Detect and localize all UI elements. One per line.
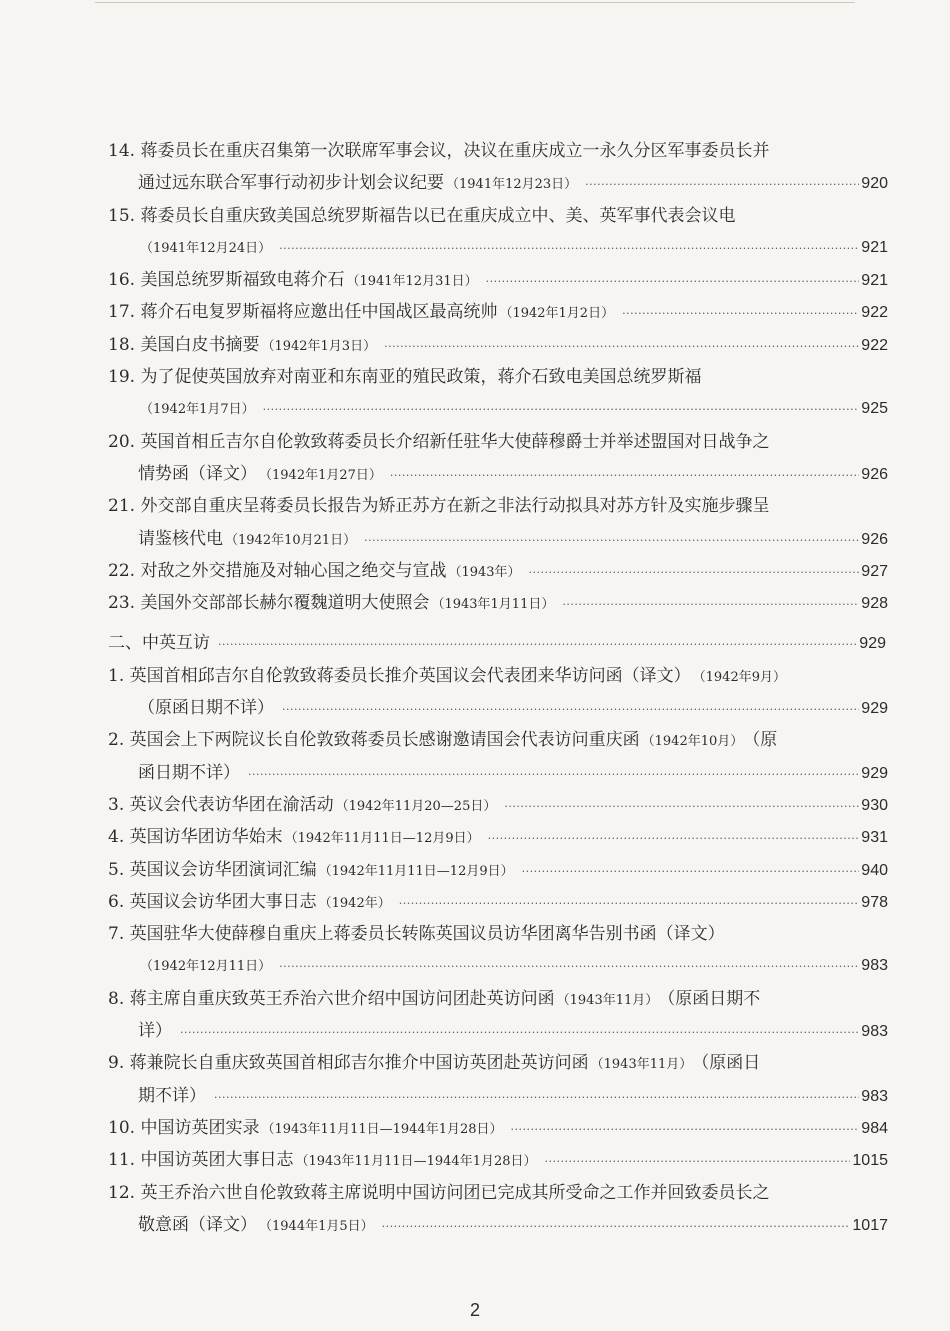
entry-line (108, 1047, 888, 1079)
toc-entry[interactable] (108, 789, 888, 821)
entry-line-continued (108, 1080, 888, 1112)
entry-title: 8. 蒋主席自重庆致英王乔治六世介绍中国访问团赴英访问函 (108, 988, 555, 1009)
entry-line (108, 789, 888, 821)
toc-entry[interactable] (108, 1177, 888, 1242)
leader-dots (504, 791, 859, 821)
entry-line (108, 490, 888, 522)
entry-date: （1943年） (448, 564, 521, 580)
entry-page: 928 (861, 595, 888, 613)
entry-page: 930 (861, 796, 888, 814)
entry-date: （1944年1月5日） (259, 1218, 374, 1234)
entry-line-continued (108, 757, 888, 789)
entry-page: 931 (861, 829, 888, 847)
entry-page: 926 (861, 530, 888, 548)
toc-entry[interactable] (108, 329, 888, 361)
entry-line (108, 660, 888, 692)
leader-dots (486, 266, 860, 296)
entry-title: 3. 英议会代表访华团在渝活动 (108, 794, 334, 815)
entry-line-continued (108, 950, 888, 982)
entry-page: 920 (861, 175, 888, 193)
section-line (108, 627, 888, 659)
entry-line (108, 361, 888, 393)
leader-dots (279, 233, 859, 264)
entry-page: 926 (861, 465, 888, 483)
leader-dots (390, 460, 859, 490)
leader-dots (488, 823, 860, 853)
entry-line (108, 983, 888, 1015)
toc-entry[interactable] (108, 490, 888, 555)
leader-dots (248, 759, 859, 789)
leader-dots (545, 1146, 851, 1176)
entry-date: （1943年11月11日—1944年1月28日） (295, 1154, 537, 1170)
entry-title: 20. 英国首相丘吉尔自伦敦致蒋委员长介绍新任驻华大使薛穆爵士并举述盟国对日战争之 (108, 431, 770, 452)
entry-date: （1942年） (318, 895, 391, 911)
toc-entry[interactable] (108, 1112, 888, 1144)
leader-dots (562, 589, 859, 619)
entry-page: 929 (861, 764, 888, 782)
entry-date: （1942年1月7日） (140, 402, 255, 418)
entry-line-continued (108, 167, 888, 199)
entry-page: 1015 (852, 1152, 888, 1170)
entry-line-continued (108, 232, 888, 264)
entry-line (108, 426, 888, 458)
leader-dots (282, 694, 859, 724)
entry-line (108, 1112, 888, 1144)
entry-title-continued: 通过远东联合军事行动初步计划会议纪要 (138, 173, 444, 194)
entry-line-continued (108, 458, 888, 490)
toc-entry[interactable] (108, 361, 888, 426)
entry-date: （1941年12月23日） (446, 177, 578, 193)
toc-entry[interactable] (108, 426, 888, 491)
leader-dots (622, 298, 859, 328)
entry-title-continued: 情势函（译文） (138, 463, 257, 484)
entry-title-continued: 详） (138, 1021, 172, 1042)
top-rule (95, 2, 855, 3)
entry-line-continued (108, 523, 888, 555)
entry-line-continued (108, 1015, 888, 1047)
entry-title-continued: 敬意函（译文） (138, 1214, 257, 1235)
entry-title: 16. 美国总统罗斯福致电蒋介石 (108, 270, 345, 291)
entry-page: 925 (861, 400, 888, 418)
toc-entry[interactable] (108, 886, 888, 918)
entry-page: 983 (861, 1023, 888, 1041)
entry-page: 978 (861, 893, 888, 911)
entry-line (108, 296, 888, 328)
leader-dots (399, 888, 860, 918)
entry-title: 4. 英国访华团访华始末 (108, 827, 283, 848)
entry-title-continued: 请鉴核代电 (138, 528, 223, 549)
toc-entry[interactable] (108, 587, 888, 619)
leader-dots (218, 629, 857, 659)
entry-title-continued: 函日期不详） (138, 762, 240, 783)
entry-date: （1943年11月11日—1944年1月28日） (261, 1121, 503, 1137)
entry-title-tail: （原 (743, 730, 778, 751)
entry-title: 19. 为了促使英国放弃对南亚和东南亚的殖民政策，蒋介石致电美国总统罗斯福 (108, 367, 702, 388)
entry-date: （1941年12月24日） (140, 240, 272, 256)
entry-title-tail: （原函日 (692, 1053, 761, 1074)
toc-entry[interactable] (108, 821, 888, 853)
toc-entry[interactable] (108, 296, 888, 328)
entry-page: 984 (861, 1119, 888, 1137)
entry-page: 940 (861, 861, 888, 879)
leader-dots (364, 525, 859, 555)
entry-title: 2. 英国会上下两院议长自伦敦致蒋委员长感谢邀请国会代表访问重庆函 (108, 730, 640, 751)
entry-page: 927 (861, 562, 888, 580)
toc-entry[interactable] (108, 660, 888, 725)
entry-date: （1942年9月） (692, 669, 786, 685)
entry-line-continued (108, 393, 888, 425)
entry-title: 23. 美国外交部部长赫尔覆魏道明大使照会 (108, 593, 430, 614)
entry-title: 7. 英国驻华大使薛穆自重庆上蒋委员长转陈英国议员访华团离华告别书函（译文） (108, 924, 725, 945)
entry-title: 12. 英王乔治六世自伦敦致蒋主席说明中国访问团已完成其所受命之工作并回致委员长之 (108, 1182, 770, 1203)
entry-title: 1. 英国首相邱吉尔自伦敦致蒋委员长推介英国议会代表团来华访问函（译文） (108, 665, 691, 686)
entry-date: （1943年11月） (556, 992, 659, 1008)
entry-date: （1942年11月11日—12月9日） (318, 863, 514, 879)
entry-title: 18. 美国白皮书摘要 (108, 334, 260, 355)
entry-line-continued (108, 1209, 888, 1241)
entry-page: 922 (861, 304, 888, 322)
entry-title: 5. 英国议会访华团演词汇编 (108, 859, 317, 880)
toc-entry[interactable] (108, 555, 888, 587)
entry-date: （1942年11月20—25日） (335, 798, 497, 814)
entry-date: （1942年10月21日） (225, 532, 357, 548)
entry-line (108, 135, 888, 167)
entry-line (108, 918, 888, 950)
leader-dots (214, 1082, 859, 1112)
section-page: 929 (859, 635, 886, 653)
section-heading[interactable] (108, 627, 888, 659)
leader-dots (585, 169, 859, 199)
section-title: 二、中英互访 (108, 633, 210, 654)
entry-line (108, 587, 888, 619)
entry-date: （1942年12月11日） (140, 959, 272, 975)
entry-line (108, 724, 888, 756)
entry-line (108, 854, 888, 886)
toc-entry[interactable] (108, 135, 888, 200)
entry-page: 1017 (852, 1216, 888, 1234)
toc-entry[interactable] (108, 854, 888, 886)
entry-date: （1943年11月） (590, 1057, 693, 1073)
leader-dots (384, 331, 859, 361)
entry-page: 983 (861, 1087, 888, 1105)
toc-entry[interactable] (108, 264, 888, 296)
leader-dots (263, 394, 860, 425)
entry-title: 11. 中国访英团大事日志 (108, 1150, 294, 1171)
toc-entry[interactable] (108, 1144, 888, 1176)
leader-dots (529, 557, 860, 587)
toc-entry[interactable] (108, 1047, 888, 1112)
entry-date: （1943年1月11日） (431, 597, 555, 613)
entry-line (108, 200, 888, 232)
entry-line (108, 555, 888, 587)
entry-line (108, 1144, 888, 1176)
toc-entry[interactable] (108, 983, 888, 1048)
entry-title: 15. 蒋委员长自重庆致美国总统罗斯福告以已在重庆成立中、美、英军事代表会议电 (108, 205, 736, 226)
entry-title: 17. 蒋介石电复罗斯福将应邀出任中国战区最高统帅 (108, 302, 498, 323)
page-number: 2 (469, 1300, 480, 1320)
leader-dots (279, 951, 859, 982)
entry-date: （1942年1月3日） (261, 338, 377, 354)
entry-line (108, 886, 888, 918)
leader-dots (382, 1211, 851, 1241)
toc-entry[interactable] (108, 918, 888, 983)
leader-dots (180, 1017, 859, 1047)
section-gap (108, 619, 888, 627)
entry-line (108, 1177, 888, 1209)
entry-line (108, 264, 888, 296)
entry-date: （1942年1月27日） (259, 467, 382, 483)
leader-dots (522, 856, 860, 886)
entry-title-tail: （原函日期不 (658, 988, 761, 1009)
entry-title: 22. 对敌之外交措施及对轴心国之绝交与宣战 (108, 560, 447, 581)
entry-page: 983 (861, 957, 888, 975)
toc-entry[interactable] (108, 200, 888, 265)
entry-date: （1942年10月） (641, 734, 744, 750)
entry-page: 921 (861, 272, 888, 290)
entry-line (108, 329, 888, 361)
entries-list-b (108, 660, 888, 1241)
leader-dots (511, 1114, 860, 1144)
entries-list-a (108, 135, 888, 619)
entry-date: （1942年11月11日—12月9日） (284, 831, 480, 847)
entry-date: （1942年1月2日） (499, 306, 615, 322)
entry-title: 21. 外交部自重庆呈蒋委员长报告为矫正苏方在新之非法行动拟具对苏方针及实施步骤呈 (108, 496, 770, 517)
entry-title: 6. 英国议会访华团大事日志 (108, 891, 317, 912)
entry-title: 14. 蒋委员长在重庆召集第一次联席军事会议，决议在重庆成立一永久分区军事委员长并 (108, 141, 770, 161)
toc-entry[interactable] (108, 724, 888, 789)
table-of-contents (108, 135, 888, 1241)
entry-title: 10. 中国访英团实录 (108, 1117, 260, 1138)
entry-title: 9. 蒋兼院长自重庆致英国首相邱吉尔推介中国访英团赴英访问函 (108, 1053, 589, 1074)
entry-page: 929 (861, 700, 888, 718)
entry-line-continued (108, 692, 888, 724)
entry-title-continued: 期不详） (138, 1085, 206, 1106)
entry-line (108, 821, 888, 853)
entry-date: （1941年12月31日） (346, 274, 478, 290)
entry-page: 921 (861, 238, 888, 256)
entry-page: 922 (861, 336, 888, 354)
entry-title-continued: （原函日期不详） (138, 698, 274, 719)
